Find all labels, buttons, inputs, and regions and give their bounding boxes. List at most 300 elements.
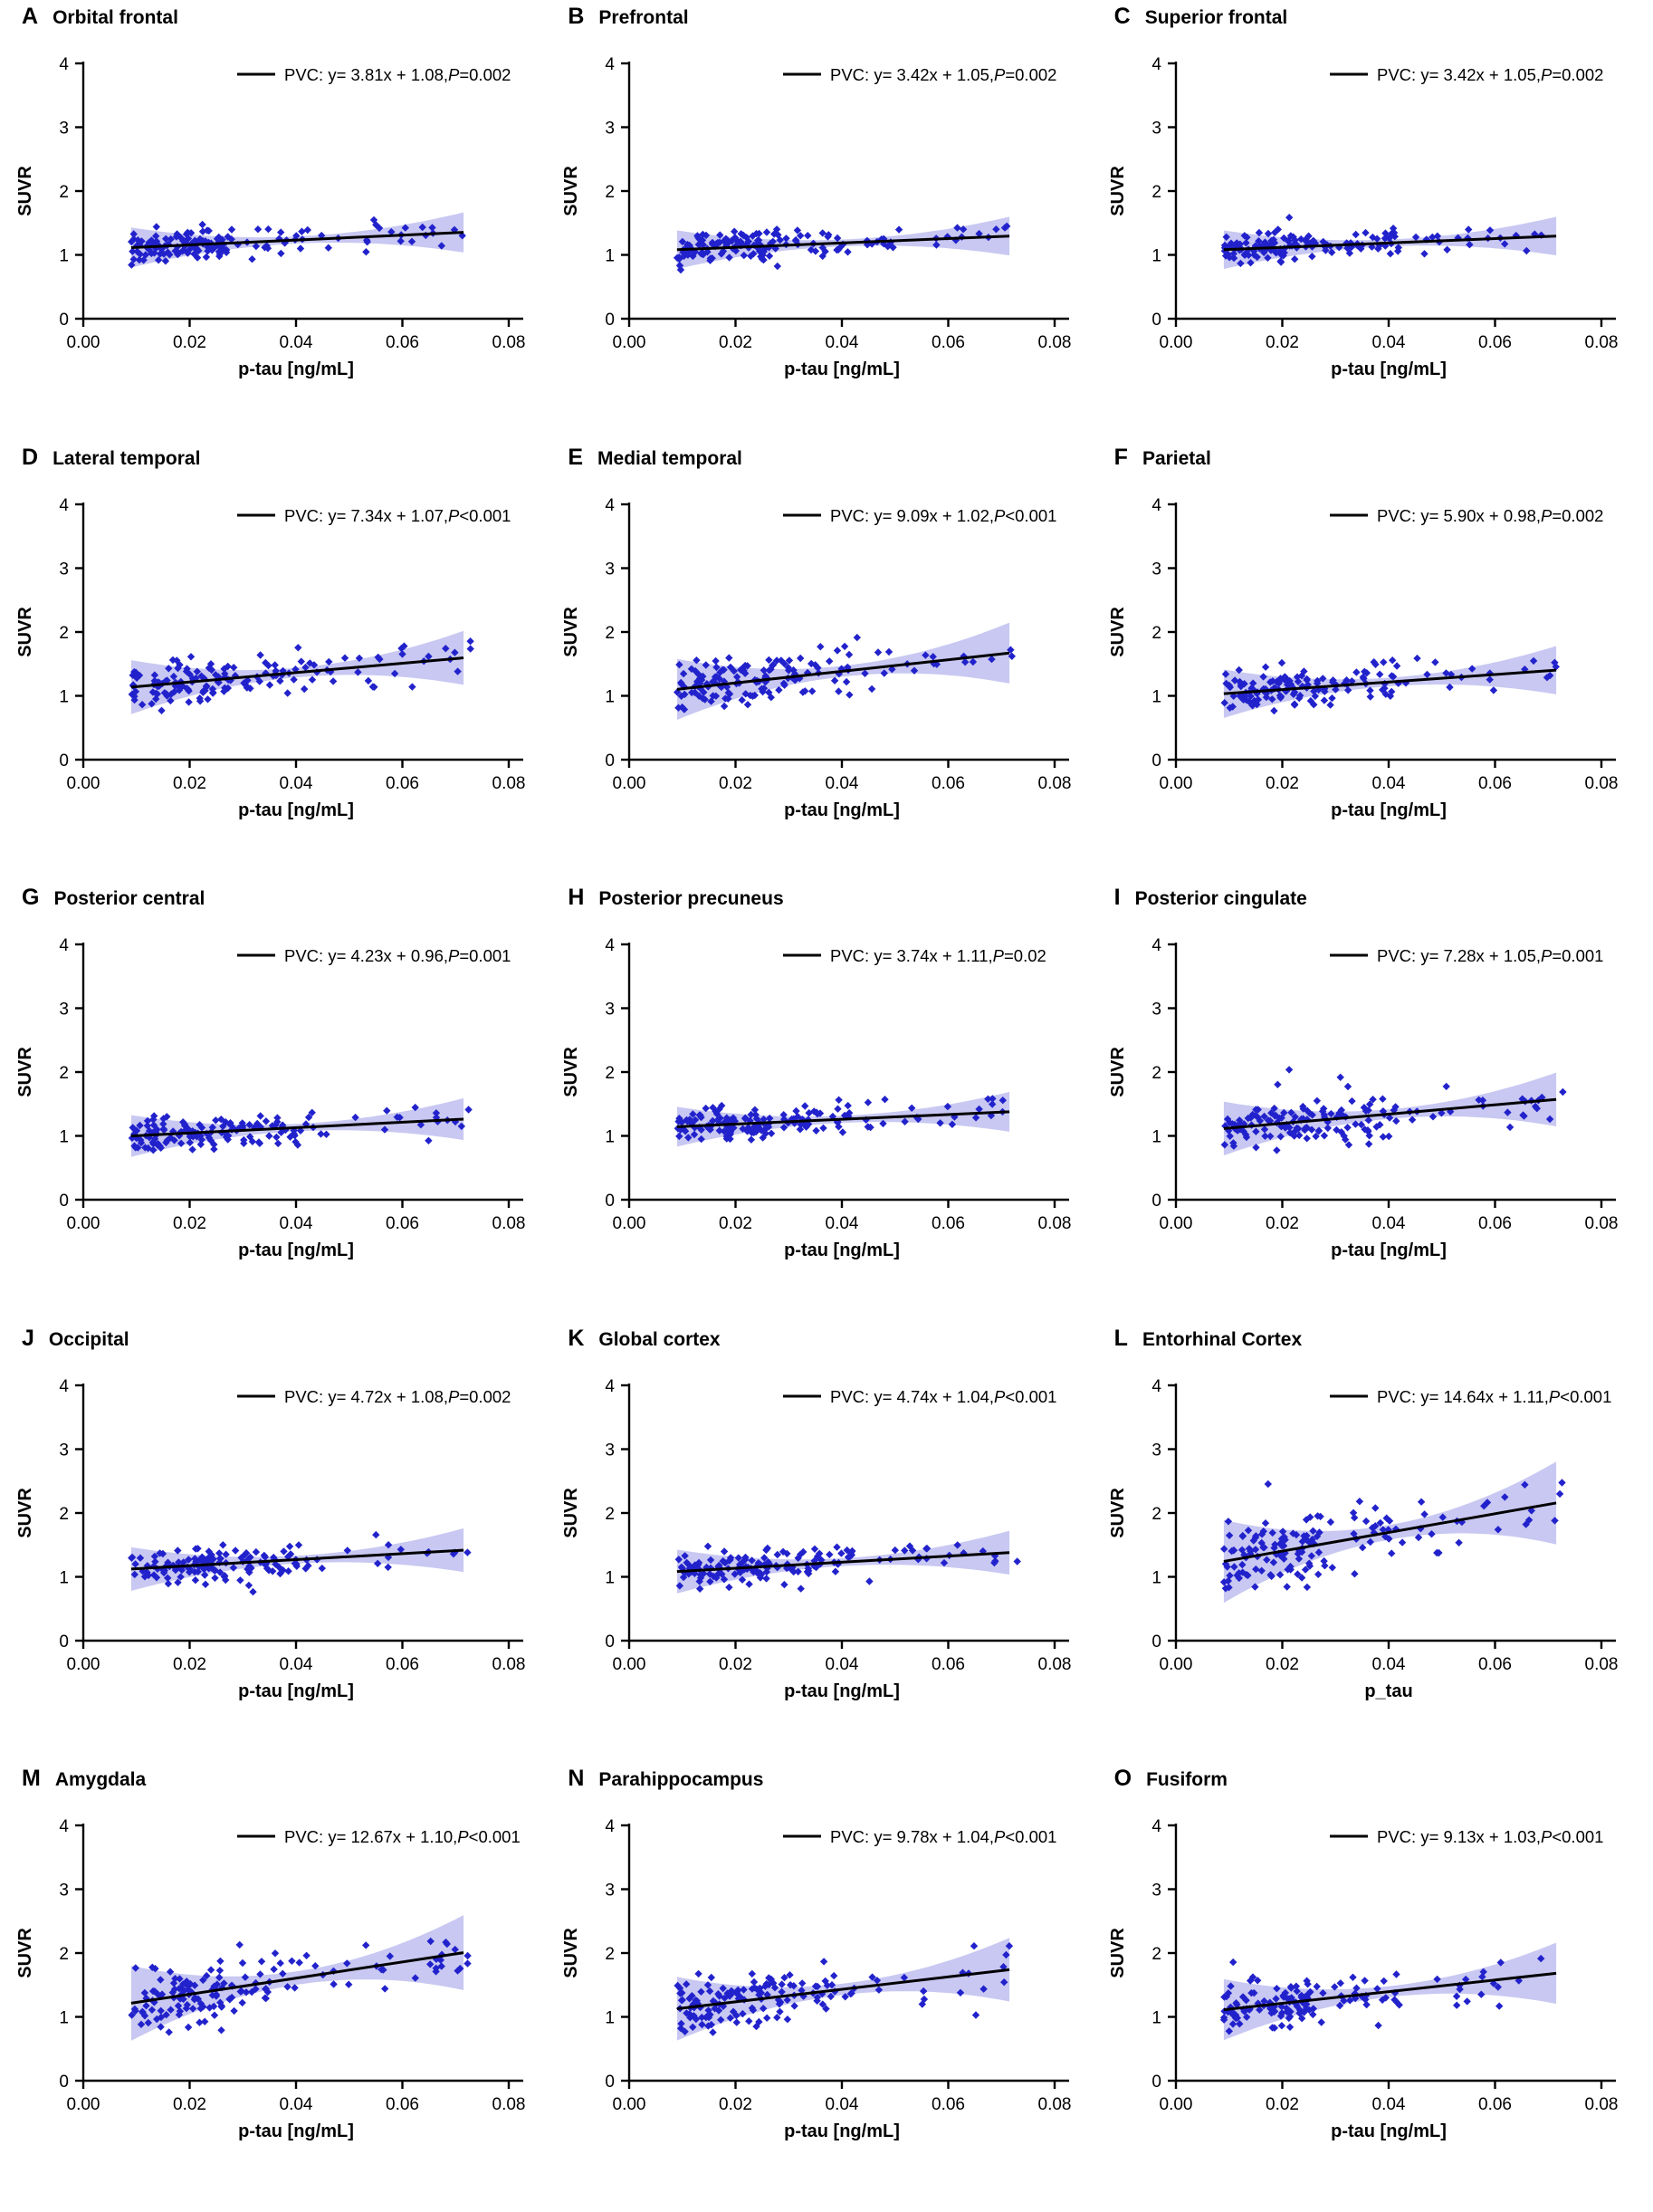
legend <box>783 506 1056 525</box>
svg-text:1: 1 <box>59 2008 69 2028</box>
panel-title: Parietal <box>1142 447 1211 469</box>
x-axis-label: p-tau [ng/mL] <box>238 800 354 820</box>
panel-header <box>1098 1327 1644 1358</box>
x-ticks <box>67 760 526 793</box>
x-ticks <box>613 760 1072 793</box>
svg-text:1: 1 <box>605 2008 616 2028</box>
svg-text:0.04: 0.04 <box>279 773 313 793</box>
x-axis-label: p-tau [ng/mL] <box>238 1240 354 1261</box>
svg-text:0: 0 <box>59 1632 69 1652</box>
svg-text:3: 3 <box>59 560 69 579</box>
x-ticks <box>67 319 526 352</box>
x-axis-label: p-tau [ng/mL] <box>238 2121 354 2142</box>
y-axis-label: SUVR <box>15 1488 35 1538</box>
svg-text:2: 2 <box>59 1504 69 1524</box>
x-ticks <box>613 2081 1072 2114</box>
y-ticks <box>1151 1817 1176 2092</box>
legend <box>1330 506 1603 525</box>
panel-f <box>1098 446 1644 887</box>
svg-text:0.04: 0.04 <box>279 1654 313 1674</box>
y-axis-label: SUVR <box>1107 1047 1128 1097</box>
svg-text:3: 3 <box>605 119 616 139</box>
svg-text:0: 0 <box>59 2073 69 2092</box>
svg-text:0.04: 0.04 <box>825 1654 859 1674</box>
legend-label: PVC: y= 3.42x + 1.05,P=0.002 <box>830 65 1057 84</box>
y-axis-label: SUVR <box>1107 606 1128 657</box>
panel-header <box>5 1767 551 1798</box>
legend-label: PVC: y= 12.67x + 1.10,P<0.001 <box>284 1827 521 1847</box>
svg-text:4: 4 <box>605 55 616 74</box>
x-ticks <box>67 1200 526 1233</box>
svg-text:0: 0 <box>605 311 616 330</box>
svg-text:0.00: 0.00 <box>66 773 100 793</box>
svg-text:0.06: 0.06 <box>386 1654 419 1674</box>
svg-text:1: 1 <box>1151 246 1161 266</box>
svg-text:3: 3 <box>1151 1441 1161 1460</box>
svg-text:0.00: 0.00 <box>612 1214 646 1234</box>
panel-header <box>1098 886 1644 917</box>
scatter-plot <box>551 1798 1076 2164</box>
scatter-plot <box>5 917 530 1283</box>
svg-text:0.08: 0.08 <box>1584 1214 1619 1234</box>
x-ticks <box>613 319 1072 352</box>
svg-text:0.02: 0.02 <box>173 773 206 793</box>
panel-g <box>5 886 551 1327</box>
svg-text:0.06: 0.06 <box>386 1214 419 1234</box>
svg-text:0: 0 <box>1151 311 1161 330</box>
svg-text:0.06: 0.06 <box>1477 773 1512 793</box>
panel-header <box>5 886 551 917</box>
svg-text:4: 4 <box>605 495 616 515</box>
panel-m <box>5 1767 551 2208</box>
svg-text:0.06: 0.06 <box>932 1654 966 1674</box>
panel-i <box>1098 886 1644 1327</box>
svg-text:2: 2 <box>1151 1064 1161 1084</box>
legend-label: PVC: y= 9.09x + 1.02,P<0.001 <box>830 505 1057 525</box>
svg-text:2: 2 <box>605 1504 616 1524</box>
plot-area <box>1098 477 1644 843</box>
svg-text:0.04: 0.04 <box>1371 2095 1406 2115</box>
panel-title: Posterior precuneus <box>598 888 784 910</box>
panel-h <box>551 886 1097 1327</box>
svg-text:3: 3 <box>605 560 616 579</box>
panel-header <box>551 886 1097 917</box>
svg-text:2: 2 <box>1151 1945 1161 1965</box>
y-axis-label: SUVR <box>561 1488 582 1538</box>
svg-text:0.04: 0.04 <box>279 2095 313 2115</box>
x-axis-label: p_tau <box>1363 1681 1413 1701</box>
y-ticks <box>606 55 630 330</box>
svg-text:0.06: 0.06 <box>386 333 419 352</box>
panel-header <box>5 446 551 477</box>
svg-text:0: 0 <box>605 1192 616 1211</box>
legend <box>237 65 511 84</box>
panel-title: Parahippocampus <box>598 1769 764 1791</box>
svg-text:2: 2 <box>605 183 616 202</box>
y-axis-label: SUVR <box>1107 1488 1128 1538</box>
svg-text:3: 3 <box>59 1441 69 1460</box>
scatter-plot <box>551 477 1076 843</box>
plot-area <box>1098 1798 1644 2164</box>
svg-text:0.00: 0.00 <box>66 2095 100 2115</box>
svg-text:0.02: 0.02 <box>1265 1214 1299 1234</box>
svg-text:2: 2 <box>59 1945 69 1965</box>
plot-area <box>551 917 1097 1283</box>
y-axis-label: SUVR <box>15 166 35 216</box>
panel-title: Fusiform <box>1146 1769 1228 1791</box>
legend <box>783 1827 1056 1846</box>
svg-text:4: 4 <box>605 936 616 956</box>
y-axis-label: SUVR <box>561 166 582 216</box>
panel-letter: O <box>1113 1766 1132 1792</box>
svg-text:1: 1 <box>605 687 616 707</box>
plot-area <box>551 477 1097 843</box>
legend-label: PVC: y= 7.34x + 1.07,P<0.001 <box>284 505 511 525</box>
panel-letter: G <box>22 885 40 911</box>
panel-title: Lateral temporal <box>53 447 201 469</box>
y-axis-label: SUVR <box>15 1047 35 1097</box>
svg-text:0.06: 0.06 <box>932 2095 966 2115</box>
svg-text:0.06: 0.06 <box>386 773 419 793</box>
panel-letter: E <box>568 444 584 470</box>
legend <box>1330 946 1603 965</box>
svg-text:0.08: 0.08 <box>1037 1214 1072 1234</box>
svg-text:0: 0 <box>605 751 616 771</box>
svg-text:3: 3 <box>1151 1000 1161 1020</box>
legend <box>1330 1387 1611 1406</box>
svg-text:0.04: 0.04 <box>1371 1654 1406 1674</box>
svg-text:0.00: 0.00 <box>1159 1214 1193 1234</box>
svg-text:0.06: 0.06 <box>1477 1214 1512 1234</box>
panel-d <box>5 446 551 887</box>
legend-label: PVC: y= 3.42x + 1.05,P=0.002 <box>1376 65 1604 84</box>
svg-text:0.06: 0.06 <box>1477 1654 1512 1674</box>
panel-title: Global cortex <box>598 1328 721 1350</box>
svg-text:0.06: 0.06 <box>932 773 966 793</box>
svg-text:0.04: 0.04 <box>1371 333 1406 352</box>
svg-text:2: 2 <box>1151 623 1161 643</box>
panel-title: Posterior central <box>53 888 205 910</box>
svg-text:4: 4 <box>59 1376 69 1396</box>
svg-text:0.00: 0.00 <box>1159 333 1193 352</box>
svg-text:0.04: 0.04 <box>279 1214 313 1234</box>
y-ticks <box>606 936 630 1211</box>
panel-header <box>1098 5 1644 36</box>
svg-text:0.06: 0.06 <box>932 1214 966 1234</box>
plot-area <box>5 1798 551 2164</box>
svg-text:0.02: 0.02 <box>1265 773 1299 793</box>
svg-text:4: 4 <box>59 495 69 515</box>
svg-text:0.02: 0.02 <box>1265 1654 1299 1674</box>
svg-text:0.04: 0.04 <box>279 333 313 352</box>
svg-text:0.06: 0.06 <box>1477 333 1512 352</box>
svg-text:0.04: 0.04 <box>825 773 859 793</box>
svg-text:2: 2 <box>59 623 69 643</box>
legend-label: PVC: y= 4.74x + 1.04,P<0.001 <box>830 1386 1057 1406</box>
panel-header <box>5 5 551 36</box>
svg-text:0.00: 0.00 <box>66 1654 100 1674</box>
panel-l <box>1098 1327 1644 1768</box>
x-axis-label: p-tau [ng/mL] <box>784 359 901 379</box>
svg-text:0.02: 0.02 <box>1265 333 1299 352</box>
panel-letter: A <box>22 4 39 29</box>
plot-area <box>551 36 1097 402</box>
panel-title: Medial temporal <box>597 447 742 469</box>
svg-text:0.00: 0.00 <box>612 333 646 352</box>
scatter-plot <box>551 917 1076 1283</box>
svg-text:0: 0 <box>1151 1632 1161 1652</box>
svg-text:0.06: 0.06 <box>1477 2095 1512 2115</box>
x-ticks <box>67 1641 526 1674</box>
legend-label: PVC: y= 3.81x + 1.08,P=0.002 <box>284 65 511 84</box>
x-axis-label: p-tau [ng/mL] <box>238 359 354 379</box>
svg-text:0.00: 0.00 <box>612 1654 646 1674</box>
svg-text:0.08: 0.08 <box>1584 1654 1619 1674</box>
svg-text:3: 3 <box>605 1881 616 1901</box>
y-axis-label: SUVR <box>15 606 35 657</box>
panel-c <box>1098 5 1644 446</box>
legend <box>237 506 511 525</box>
scatter-plot <box>5 1358 530 1724</box>
svg-text:4: 4 <box>605 1376 616 1396</box>
legend <box>783 65 1056 84</box>
panel-title: Prefrontal <box>598 7 689 28</box>
svg-text:0.02: 0.02 <box>173 333 206 352</box>
panel-letter: F <box>1113 444 1128 470</box>
svg-text:4: 4 <box>1151 1817 1161 1837</box>
legend-label: PVC: y= 9.78x + 1.04,P<0.001 <box>830 1827 1057 1847</box>
svg-text:0.04: 0.04 <box>1371 773 1406 793</box>
x-ticks <box>1159 1200 1618 1233</box>
y-ticks <box>59 936 83 1211</box>
svg-text:2: 2 <box>605 1945 616 1965</box>
svg-text:4: 4 <box>59 936 69 956</box>
panel-title: Occipital <box>48 1328 129 1350</box>
svg-text:2: 2 <box>605 1064 616 1084</box>
svg-text:0.08: 0.08 <box>492 2095 526 2115</box>
x-axis-label: p-tau [ng/mL] <box>1330 800 1447 820</box>
y-ticks <box>1151 496 1176 771</box>
svg-text:3: 3 <box>59 119 69 139</box>
svg-text:0.02: 0.02 <box>719 773 753 793</box>
x-axis-label: p-tau [ng/mL] <box>784 1681 901 1701</box>
panel-k <box>551 1327 1097 1768</box>
svg-text:3: 3 <box>1151 560 1161 579</box>
plot-area <box>5 477 551 843</box>
svg-text:3: 3 <box>59 1000 69 1020</box>
svg-text:1: 1 <box>1151 687 1161 707</box>
x-ticks <box>67 2081 526 2114</box>
legend-label: PVC: y= 4.72x + 1.08,P=0.002 <box>284 1386 511 1406</box>
legend <box>237 946 511 965</box>
panel-a <box>5 5 551 446</box>
svg-text:3: 3 <box>1151 119 1161 139</box>
y-ticks <box>606 496 630 771</box>
panel-letter: C <box>1113 4 1131 29</box>
panel-header <box>551 1327 1097 1358</box>
svg-text:0.00: 0.00 <box>1159 1654 1193 1674</box>
svg-text:3: 3 <box>59 1881 69 1901</box>
panel-e <box>551 446 1097 887</box>
svg-text:4: 4 <box>1151 1376 1161 1396</box>
legend <box>237 1827 521 1846</box>
svg-text:2: 2 <box>1151 1504 1161 1524</box>
panel-title: Entorhinal Cortex <box>1142 1328 1303 1350</box>
svg-text:0.02: 0.02 <box>173 2095 206 2115</box>
x-axis-label: p-tau [ng/mL] <box>784 2121 901 2142</box>
panel-letter: L <box>1113 1325 1128 1351</box>
svg-text:0.00: 0.00 <box>66 333 100 352</box>
scatter-plot <box>551 1358 1076 1724</box>
scatter-plot <box>5 36 530 402</box>
svg-text:4: 4 <box>59 1817 69 1837</box>
svg-text:0.00: 0.00 <box>612 773 646 793</box>
panel-title: Orbital frontal <box>53 7 178 28</box>
legend-label: PVC: y= 14.64x + 1.11,P<0.001 <box>1376 1386 1612 1406</box>
scatter-plot <box>5 1798 530 2164</box>
x-ticks <box>1159 1641 1618 1674</box>
y-axis-label: SUVR <box>1107 1928 1128 1979</box>
scatter-plot <box>1098 36 1623 402</box>
svg-text:1: 1 <box>1151 1568 1161 1588</box>
x-axis-label: p-tau [ng/mL] <box>1330 359 1447 379</box>
y-ticks <box>59 55 83 330</box>
svg-text:0: 0 <box>59 1192 69 1211</box>
svg-text:0.06: 0.06 <box>386 2095 419 2115</box>
svg-text:0.08: 0.08 <box>492 1654 526 1674</box>
panel-header <box>5 1327 551 1358</box>
svg-text:0.02: 0.02 <box>1265 2095 1299 2115</box>
plot-area <box>5 917 551 1283</box>
y-ticks <box>1151 936 1176 1211</box>
panel-title: Posterior cingulate <box>1134 888 1307 910</box>
plot-area <box>1098 36 1644 402</box>
svg-text:0.08: 0.08 <box>1037 333 1072 352</box>
svg-text:0.02: 0.02 <box>719 1654 753 1674</box>
svg-text:0.08: 0.08 <box>492 1214 526 1234</box>
scatter-plot <box>551 36 1076 402</box>
svg-text:0.08: 0.08 <box>1037 773 1072 793</box>
plot-area <box>1098 917 1644 1283</box>
svg-text:3: 3 <box>605 1441 616 1460</box>
svg-text:0.04: 0.04 <box>825 1214 859 1234</box>
legend-label: PVC: y= 5.90x + 0.98,P=0.002 <box>1376 505 1604 525</box>
svg-text:2: 2 <box>605 623 616 643</box>
legend-label: PVC: y= 4.23x + 0.96,P=0.001 <box>284 946 511 966</box>
panel-b <box>551 5 1097 446</box>
y-ticks <box>59 1377 83 1652</box>
svg-text:1: 1 <box>605 1127 616 1147</box>
y-ticks <box>606 1817 630 2092</box>
panel-letter: J <box>22 1325 34 1351</box>
svg-text:3: 3 <box>605 1000 616 1020</box>
panel-letter: N <box>568 1766 585 1792</box>
svg-text:0.02: 0.02 <box>173 1214 206 1234</box>
panel-title: Amygdala <box>54 1769 147 1791</box>
svg-text:0: 0 <box>59 311 69 330</box>
svg-text:0: 0 <box>1151 1192 1161 1211</box>
svg-text:0.00: 0.00 <box>1159 773 1193 793</box>
svg-text:0.02: 0.02 <box>173 1654 206 1674</box>
panel-header <box>1098 1767 1644 1798</box>
svg-text:4: 4 <box>605 1817 616 1837</box>
svg-text:0: 0 <box>605 1632 616 1652</box>
x-axis-label: p-tau [ng/mL] <box>1330 2121 1447 2142</box>
svg-text:3: 3 <box>1151 1881 1161 1901</box>
svg-text:1: 1 <box>59 1568 69 1588</box>
svg-text:1: 1 <box>59 246 69 266</box>
panel-header <box>1098 446 1644 477</box>
svg-text:4: 4 <box>59 55 69 74</box>
svg-text:0: 0 <box>605 2073 616 2092</box>
svg-text:1: 1 <box>59 1127 69 1147</box>
y-axis-label: SUVR <box>561 1928 582 1979</box>
x-axis-label: p-tau [ng/mL] <box>238 1681 354 1701</box>
svg-text:0.00: 0.00 <box>1159 2095 1193 2115</box>
panel-letter: B <box>568 4 585 29</box>
legend <box>783 946 1046 965</box>
x-ticks <box>613 1641 1072 1674</box>
svg-text:0.08: 0.08 <box>1037 2095 1072 2115</box>
svg-text:0.04: 0.04 <box>1371 1214 1406 1234</box>
svg-text:2: 2 <box>1151 183 1161 202</box>
svg-text:0.08: 0.08 <box>1037 1654 1072 1674</box>
svg-text:0: 0 <box>1151 751 1161 771</box>
scatter-plot <box>1098 917 1623 1283</box>
plot-area <box>551 1358 1097 1724</box>
scatter-plot <box>1098 1798 1623 2164</box>
svg-text:0.02: 0.02 <box>719 1214 753 1234</box>
scatter-plot <box>1098 1358 1623 1724</box>
plot-area <box>5 1358 551 1724</box>
panel-letter: M <box>22 1766 41 1792</box>
x-axis-label: p-tau [ng/mL] <box>784 1240 901 1261</box>
plot-area <box>5 36 551 402</box>
svg-text:1: 1 <box>605 246 616 266</box>
y-axis-label: SUVR <box>15 1928 35 1979</box>
y-ticks <box>1151 55 1176 330</box>
legend-label: PVC: y= 3.74x + 1.11,P=0.02 <box>830 946 1047 966</box>
panel-o <box>1098 1767 1644 2208</box>
legend <box>1330 65 1603 84</box>
y-axis-label: SUVR <box>561 1047 582 1097</box>
x-ticks <box>1159 319 1618 352</box>
legend <box>783 1387 1056 1406</box>
scatter-plot <box>1098 477 1623 843</box>
x-axis-label: p-tau [ng/mL] <box>784 800 901 820</box>
svg-text:4: 4 <box>1151 55 1161 74</box>
scatter-plot <box>5 477 530 843</box>
svg-text:4: 4 <box>1151 495 1161 515</box>
svg-text:0: 0 <box>1151 2073 1161 2092</box>
y-ticks <box>606 1377 630 1652</box>
panel-header <box>551 446 1097 477</box>
legend <box>1330 1827 1603 1846</box>
y-axis-label: SUVR <box>1107 166 1128 216</box>
svg-text:0.08: 0.08 <box>1584 333 1619 352</box>
panel-letter: D <box>22 444 39 470</box>
y-ticks <box>59 496 83 771</box>
panel-header <box>551 5 1097 36</box>
x-axis-label: p-tau [ng/mL] <box>1330 1240 1447 1261</box>
panel-letter: H <box>568 885 585 911</box>
svg-text:2: 2 <box>59 1064 69 1084</box>
svg-text:2: 2 <box>59 183 69 202</box>
panel-n <box>551 1767 1097 2208</box>
legend <box>237 1387 511 1406</box>
y-axis-label: SUVR <box>561 606 582 657</box>
svg-text:4: 4 <box>1151 936 1161 956</box>
